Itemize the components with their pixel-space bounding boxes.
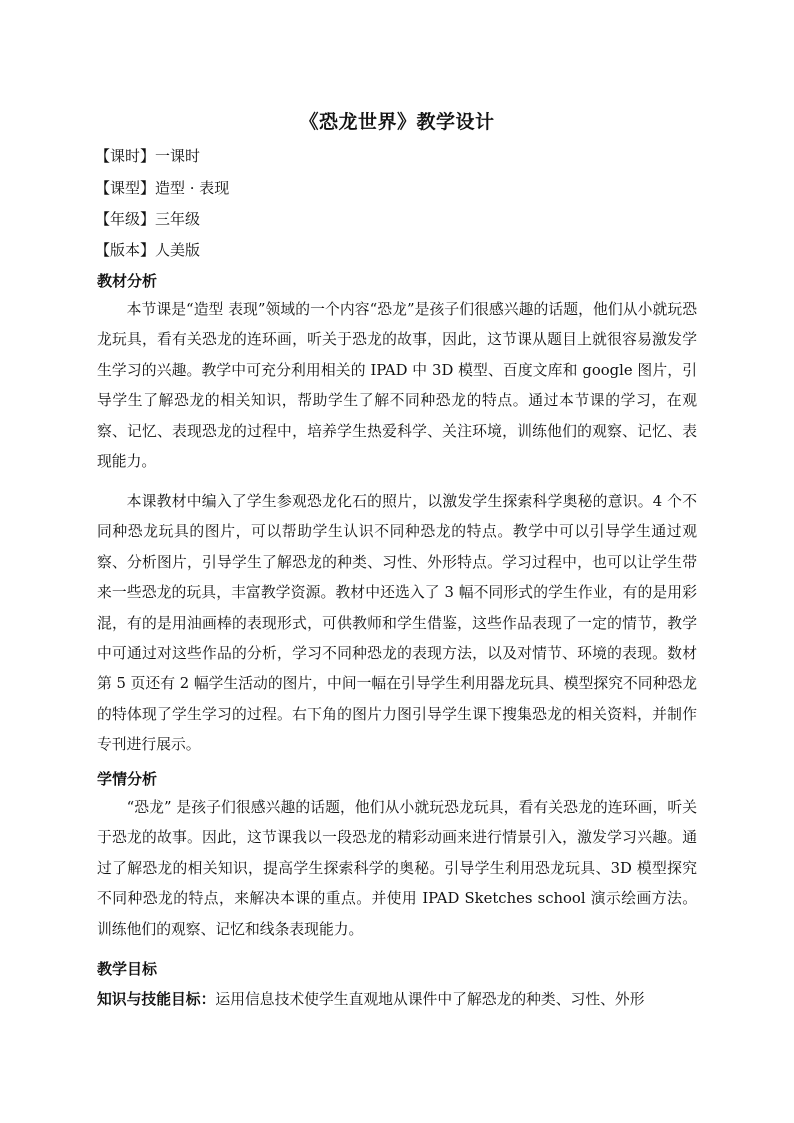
meta-grade: 【年级】三年级 xyxy=(95,210,201,228)
paragraph-textbook-analysis-1: 本节课是“造型 表现”领域的一个内容“恐龙”是孩子们很感兴趣的话题，他们从小就玩恐龙玩具，看有关恐龙的连环画，听关于恐龙的故事，因此，这节课从题目上就很容易激发学生学习的兴趣。教学中可充分利用相关的 IPAD 中 3D 模型、百度文库和 google 图片，引导学生了解恐龙的相关知识，帮助学生了解不同种恐龙的特点。通过本节课的学习，在观察、记忆、表现恐龙的过程中，培养学生热爱科学、关注环境，训练他们的观察、记忆、表现能力。 xyxy=(97,301,697,471)
meta-edition: 【版本】人美版 xyxy=(95,241,201,259)
knowledge-goal-text: 运用信息技术使学生直观地从课件中了解恐龙的种类、习性、外形 xyxy=(215,991,645,1008)
knowledge-goal-line xyxy=(97,985,697,1015)
document-title: 《恐龙世界》教学设计 xyxy=(299,111,495,133)
heading-teaching-goals: 教学目标 xyxy=(97,960,158,978)
heading-student-analysis: 学情分析 xyxy=(97,770,158,788)
meta-lesson-type: 【课型】造型 · 表现 xyxy=(95,179,230,197)
paragraph-student-analysis-1: “恐龙” 是孩子们很感兴趣的话题，他们从小就玩恐龙玩具，看有关恐龙的连环画，听关于恐龙的故事。因此，这节课我以一段恐龙的精彩动画来进行情景引入，激发学习兴趣。通过了解恐龙的相关知识，提高学生探索科学的奥秘。引导学生利用恐龙玩具、3D 模型探究不同种恐龙的特点，来解决本课的重点。并使用 IPAD Sketches school 演示绘画方法。训练他们的观察、记忆和线条表现能力。 xyxy=(97,799,697,938)
heading-textbook-analysis: 教材分析 xyxy=(97,272,158,290)
knowledge-goal-label: 知识与技能目标： xyxy=(97,991,216,1008)
meta-lesson-hours: 【课时】一课时 xyxy=(95,147,201,165)
paragraph-textbook-analysis-2: 本课教材中编入了学生参观恐龙化石的照片，以激发学生探索科学奥秘的意识。4 个不同种恐龙玩具的图片，可以帮助学生认识不同种恐龙的特点。教学中可以引导学生通过观察、分析图片，引导学生了解恐龙的种类、习性、外形特点。学习过程中，也可以让学生带来一些恐龙的玩具，丰富教学资源。教材中还选入了 3 幅不同形式的学生作业，有的是用彩混，有的是用油画棒的表现形式，可供教师和学生借鉴，这些作品表现了一定的情节，教学中可通过对这些作品的分析，学习不同种恐龙的表现方法，以及对情节、环境的表现。数材第 5 页还有 2 幅学生活动的图片，中间一幅在引导学生利用器龙玩具、模型探究不同种恐龙的特体现了学生学习的过程。右下角的图片力图引导学生课下搜集恐龙的相关资料，并制作专刊进行展示。 xyxy=(97,493,697,754)
